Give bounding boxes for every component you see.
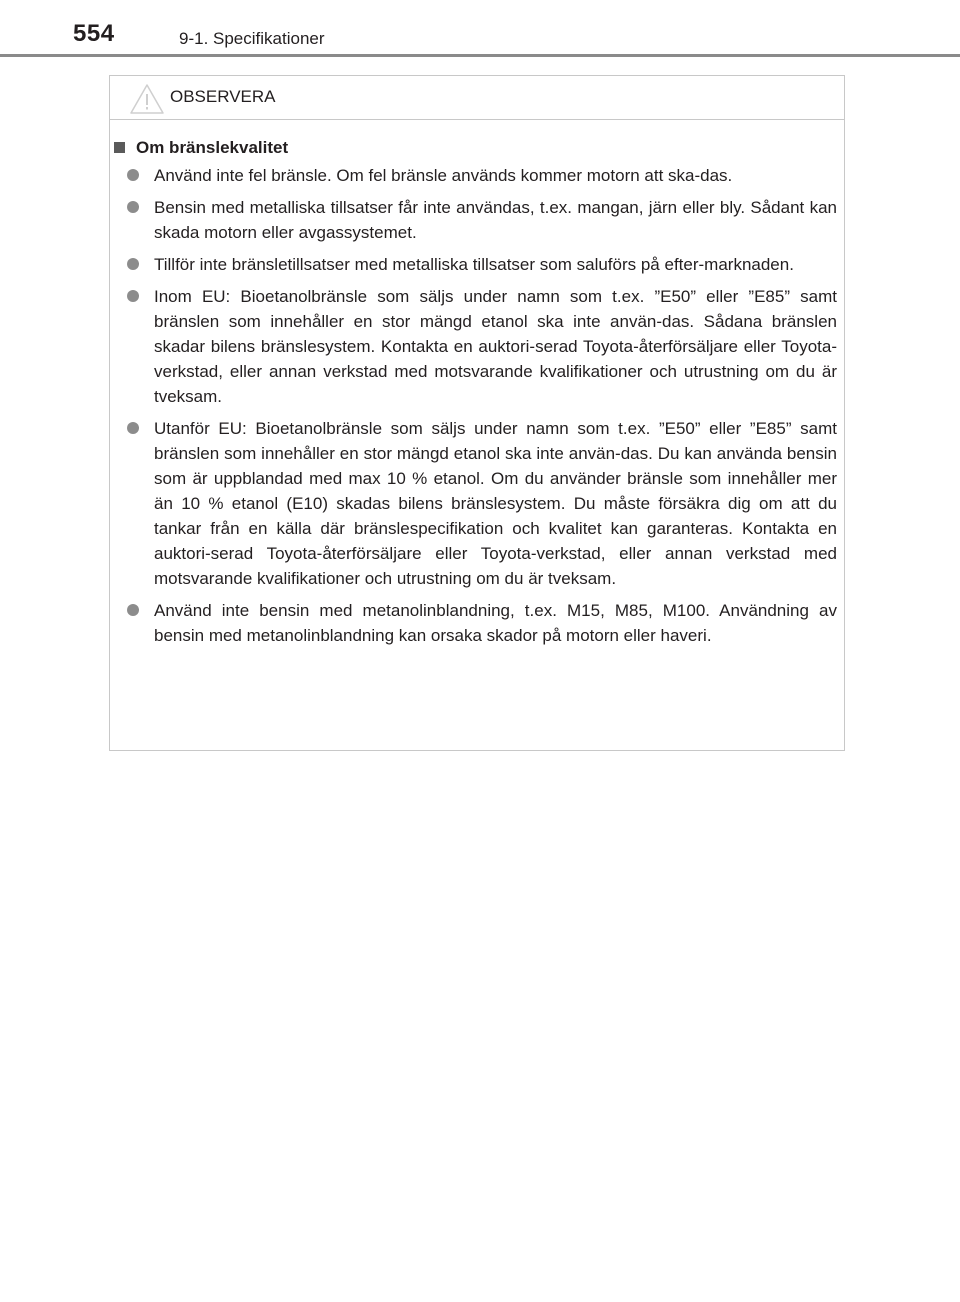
header-rule (0, 54, 960, 57)
bullet-dot-icon (127, 258, 139, 270)
notice-body (110, 138, 844, 655)
subsection-title: Om bränslekvalitet (136, 138, 289, 157)
list-item (154, 416, 837, 591)
list-item-text: Utanför EU: Bioetanolbränsle som säljs under namn som t.ex. ”E50” eller ”E85” samt bränslen som innehåller en stor mängd etanol ska inte använ-das. Du kan använda bensin som är uppblandad med max 10 % etanol. Om du använder bränsle som innehåller mer än 10 % etanol (E10) skadas bilens bränslesystem. Du måste försäkra dig om att du tankar från en källa där bränslespecifikation och kvalitet kan garanteras. Kontakta en auktori-serad Toyota-återförsäljare eller Toyota-verkstad, eller annan verkstad med motsvarande kvalifikationer och utrustning om du är tveksam. (154, 419, 837, 588)
notice-box (109, 75, 845, 751)
subsection-heading (114, 138, 844, 158)
list-item-text: Tillför inte bränsletillsatser med metalliska tillsatser som saluförs på efter-marknaden. (154, 255, 794, 274)
list-item (154, 252, 837, 277)
list-item (154, 284, 837, 409)
bullet-dot-icon (127, 604, 139, 616)
bullet-list (110, 163, 844, 648)
list-item-text: Använd inte fel bränsle. Om fel bränsle används kommer motorn att ska-das. (154, 166, 733, 185)
bullet-dot-icon (127, 422, 139, 434)
section-title: 9-1. Specifikationer (179, 29, 325, 48)
page-header (0, 0, 960, 60)
list-item (154, 163, 837, 188)
square-bullet-icon (114, 142, 125, 153)
list-item-text: Använd inte bensin med metanolinblandning, t.ex. M15, M85, M100. Användning av bensin med metanolinblandning kan orsaka skador på motorn eller haveri. (154, 601, 837, 645)
list-item-text: Inom EU: Bioetanolbränsle som säljs under namn som t.ex. ”E50” eller ”E85” samt bränslen som innehåller en stor mängd etanol ska inte använ-das. Sådana bränslen skadar bilens bränslesystem. Kontakta en auktori-serad Toyota-återförsäljare eller Toyota-verkstad, eller annan verkstad med motsvarande kvalifikationer och utrustning om du är tveksam. (154, 287, 837, 406)
page-number: 554 (73, 20, 115, 47)
list-item (154, 598, 837, 648)
bullet-dot-icon (127, 201, 139, 213)
bullet-dot-icon (127, 169, 139, 181)
notice-label: OBSERVERA (170, 87, 276, 106)
list-item-text: Bensin med metalliska tillsatser får inte användas, t.ex. mangan, järn eller bly. Sådant kan skada motorn eller avgassystemet. (154, 198, 837, 242)
warning-triangle-icon (129, 83, 165, 115)
bullet-dot-icon (127, 290, 139, 302)
notice-header (110, 76, 844, 120)
list-item (154, 195, 837, 245)
